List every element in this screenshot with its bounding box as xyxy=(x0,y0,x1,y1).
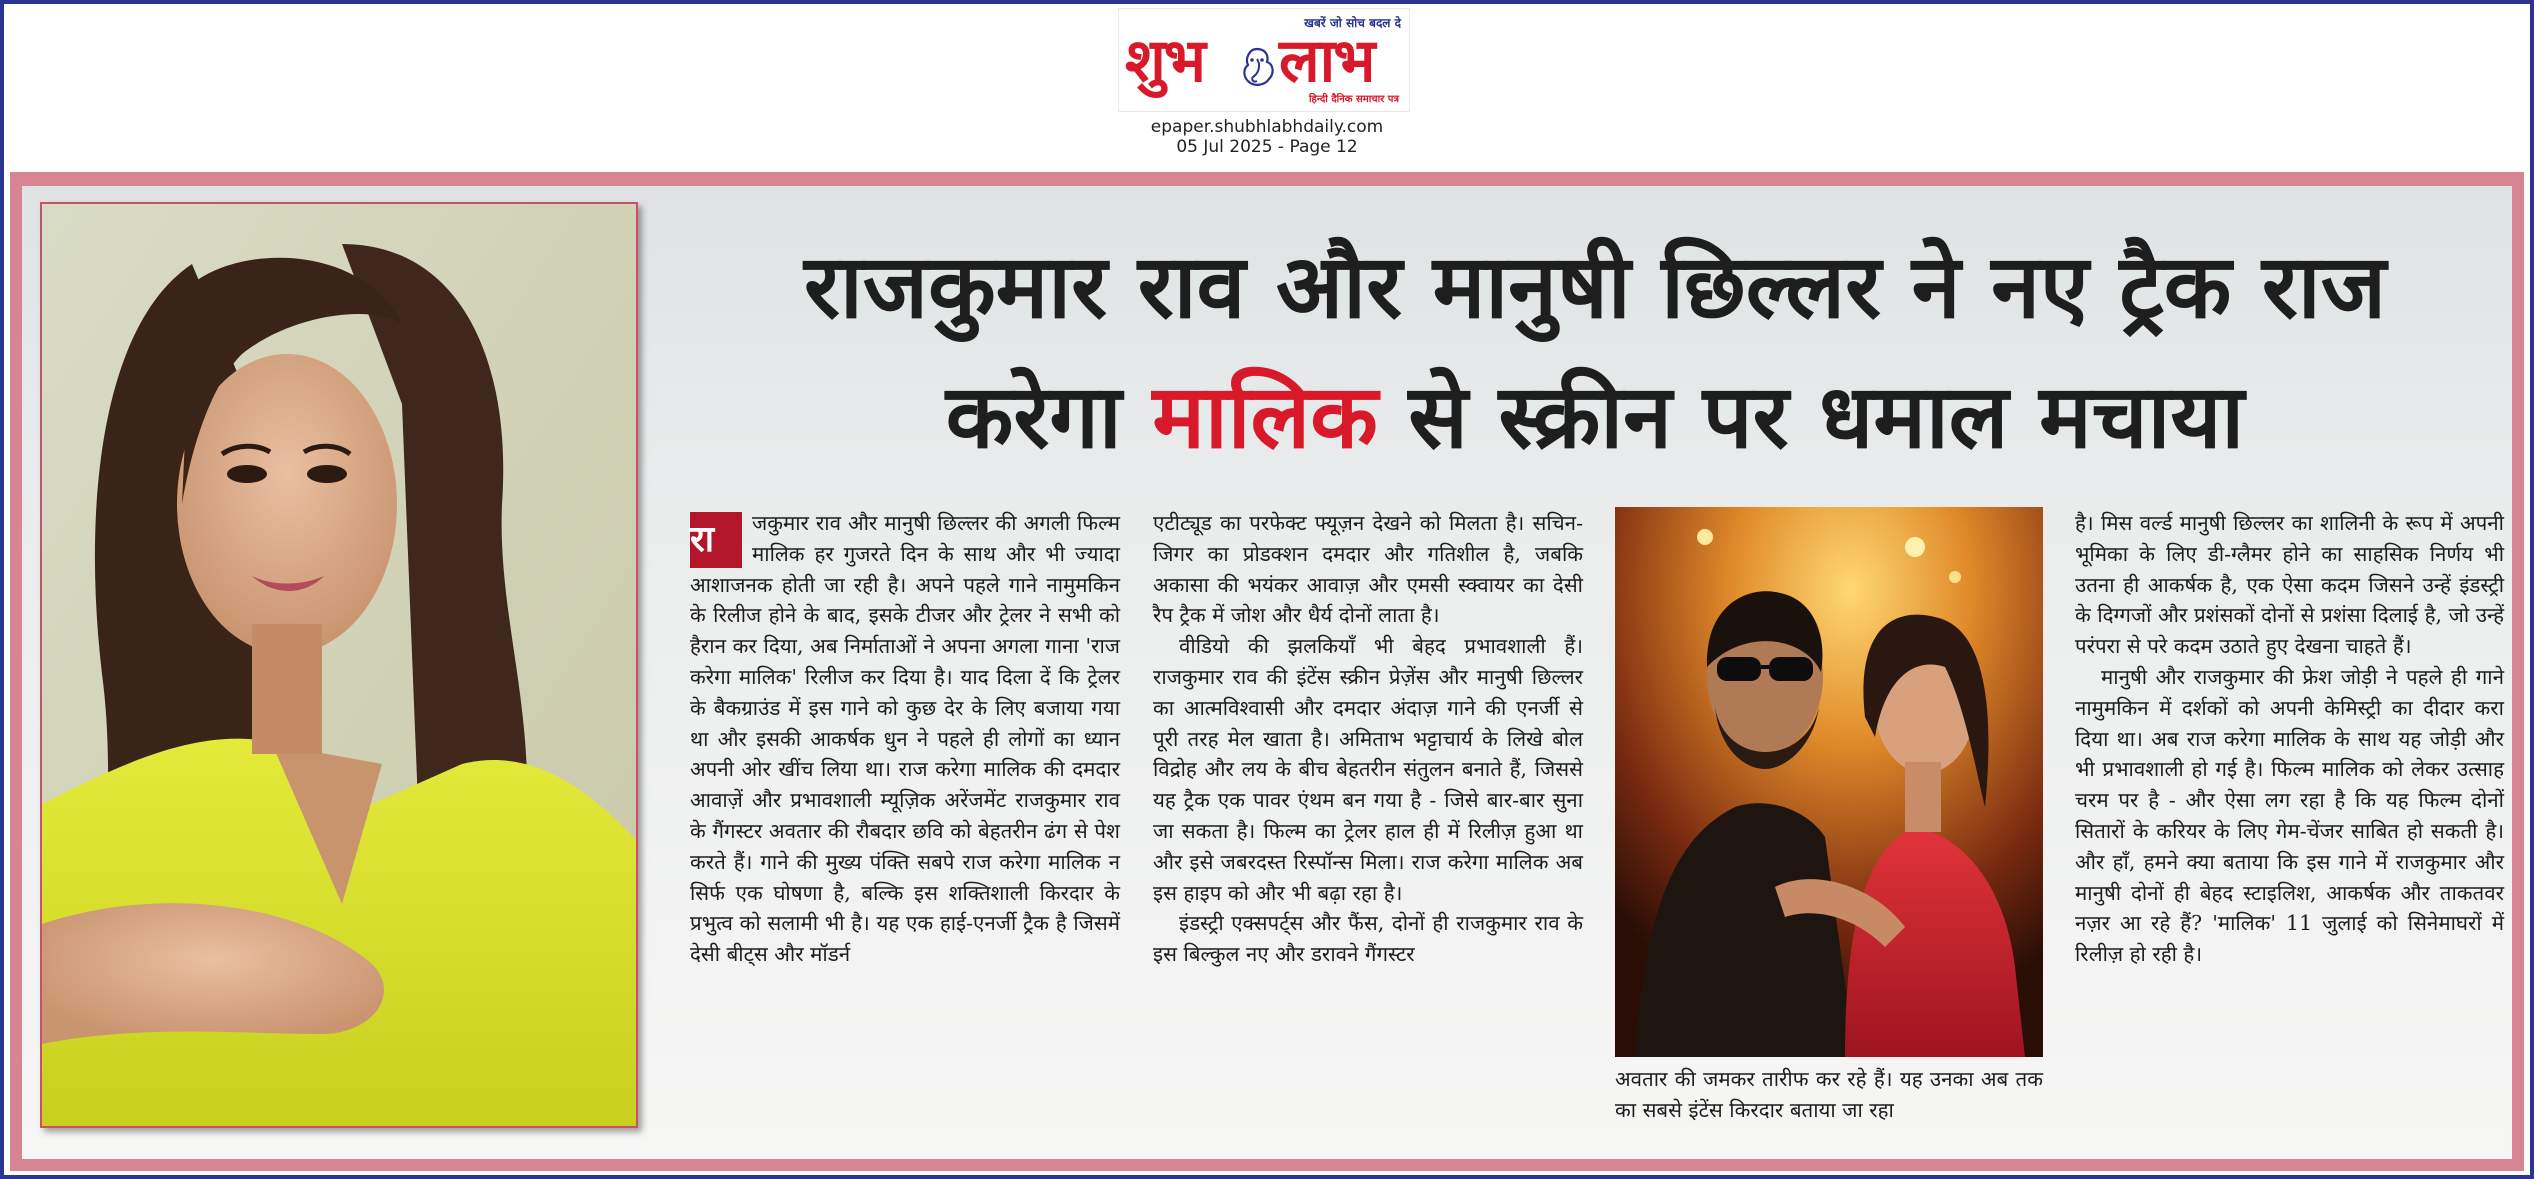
column-2-paragraph-2: वीडियो की झलकियाँ भी बेहद प्रभावशाली हैं। राजकुमार राव की इंटेंस स्क्रीन प्रेज़ेंस और मानुषी छिल्लर का आत्मविश्वासी और दमदार अंदाज़ गाने की एनर्जी से पूरी तरह मेल खाता है। अमिताभ भट्टाचार्य के लिखे बोल विद्रोह और लय के बीच बेहतरीन संतुलन बनाते हैं, जिससे यह ट्रैक एक पावर एंथम बन गया है - जिसे बार-बार सुना जा सकता है। फिल्म का ट्रेलर हाल ही में रिलीज़ हुआ था और इसे जबरदस्त रिस्पॉन्स मिला। राज करेगा मालिक अब इस हाइप को और भी बढ़ा रहा है। xyxy=(1153,634,1583,905)
column-2-paragraph-1: एटीट्यूड का परफेक्ट फ्यूज़न देखने को मिलता है। सचिन-जिगर का प्रोडक्शन दमदार और गतिशील है, जबकि अकासा की भयंकर आवाज़ और एमसी स्क्वायर का देसी रैप ट्रैक में जोश और धैर्य दोनों लाता है। xyxy=(1153,511,1583,628)
article-headline xyxy=(690,222,2500,482)
movie-still-photo xyxy=(1615,507,2043,1057)
dropcap: रा xyxy=(690,512,742,568)
headline-line-2-end: से स्क्रीन पर धमाल मचाया xyxy=(1377,365,2245,468)
column-2-paragraph-3: इंडस्ट्री एक्सपर्ट्स और फैंस, दोनों ही राजकुमार राव के इस बिल्कुल नए और डरावने गैंगस्टर xyxy=(1153,911,1583,967)
actress-portrait-photo xyxy=(40,202,638,1128)
article-column-1 xyxy=(690,508,1120,970)
edition-date-page: 05 Jul 2025 - Page 12 xyxy=(1176,137,1358,157)
article-column-4 xyxy=(2075,508,2504,970)
logo-subtag: हिन्दी दैनिक समाचार पत्र xyxy=(1308,94,1399,105)
ganesh-icon xyxy=(1237,45,1277,89)
logo-word-shubh: शुभ xyxy=(1125,26,1204,96)
column-1-text: जकुमार राव और मानुषी छिल्लर की अगली फिल्म मालिक हर गुजरते दिन के साथ और भी ज्यादा आशाजनक होती जा रही है। अपने पहले गाने नामुमकिन के रिलीज होने के बाद, इसके टीजर और ट्रेलर ने सभी को हैरान कर दिया, अब निर्माताओं ने अपना अगला गाना 'राज करेगा मालिक' रिलीज कर दिया है। याद दिला दें कि ट्रेलर के बैकग्राउंड में इस गाने को कुछ देर के लिए बजाया गया था और इसकी आकर्षक धुन ने पहले ही लोगों का ध्यान अपनी ओर खींच लिया था। राज करेगा मालिक की दमदार आवाज़ें और प्रभावशाली म्यूज़िक अरेंजमेंट राजकुमार राव के गैंगस्टर अवतार की रौबदार छवि को बेहतरीन ढंग से पेश करते हैं। गाने की मुख्य पंक्ति सबपे राज करेगा मालिक न सिर्फ एक घोषणा है, बल्कि इस शक्तिशाली किरदार के प्रभुत्व को सलामी भी है। यह एक हाई-एनर्जी ट्रैक है जिसमें देसी बीट्स और मॉडर्न xyxy=(690,511,1120,967)
column-4-paragraph-2: मानुषी और राजकुमार की फ्रेश जोड़ी ने पहले ही गाने नामुमकिन में दर्शकों को अपनी केमिस्ट्री का दीदार करा दिया था। अब राज करेगा मालिक के साथ यह जोड़ी और भी प्रभावशाली हो गई है। फिल्म मालिक को लेकर उत्साह चरम पर है - और ऐसा लग रहा है कि यह फिल्म दोनों सितारों के करियर के लिए गेम-चेंजर साबित हो सकती है। और हाँ, हमने क्या बताया कि इस गाने में राजकुमार और मानुषी दोनों ही बेहद स्टाइलिश, आकर्षक और ताकतवर नज़र आ रहे हैं? 'मालिक' 11 जुलाई को सिनेमाघरों में रिलीज़ हो रही है। xyxy=(2075,664,2504,967)
source-url[interactable]: epaper.shubhlabhdaily.com xyxy=(1150,117,1384,137)
newspaper-logo[interactable] xyxy=(1118,8,1410,112)
logo-word-labh: लाभ xyxy=(1279,26,1374,96)
article-column-3 xyxy=(1615,1064,2043,1126)
headline-line-1: राजकुमार राव और मानुषी छिल्लर ने नए ट्रैक राज xyxy=(804,235,2386,338)
column-4-paragraph-1: है। मिस वर्ल्ड मानुषी छिल्लर का शालिनी के रूप में अपनी भूमिका के लिए डी-ग्लैमर होने का साहसिक निर्णय भी उतना ही आकर्षक है, एक ऐसा कदम जिसने उन्हें इंडस्ट्री के दिग्गजों और प्रशंसकों दोनों से प्रशंसा दिलाई है, जो उन्हें परंपरा से परे कदम उठाते हुए देखना चाहते हैं। xyxy=(2075,511,2504,659)
headline-line-2 xyxy=(690,352,2500,482)
column-3-text: अवतार की जमकर तारीफ कर रहे हैं। यह उनका अब तक का सबसे इंटेंस किरदार बताया जा रहा xyxy=(1615,1067,2043,1122)
headline-highlight-malik: मालिक xyxy=(1152,365,1378,468)
logo-tagline: खबरें जो सोच बदल दे xyxy=(1304,16,1401,30)
headline-line-2-start: करेगा xyxy=(945,365,1153,468)
article-column-2 xyxy=(1153,508,1583,970)
